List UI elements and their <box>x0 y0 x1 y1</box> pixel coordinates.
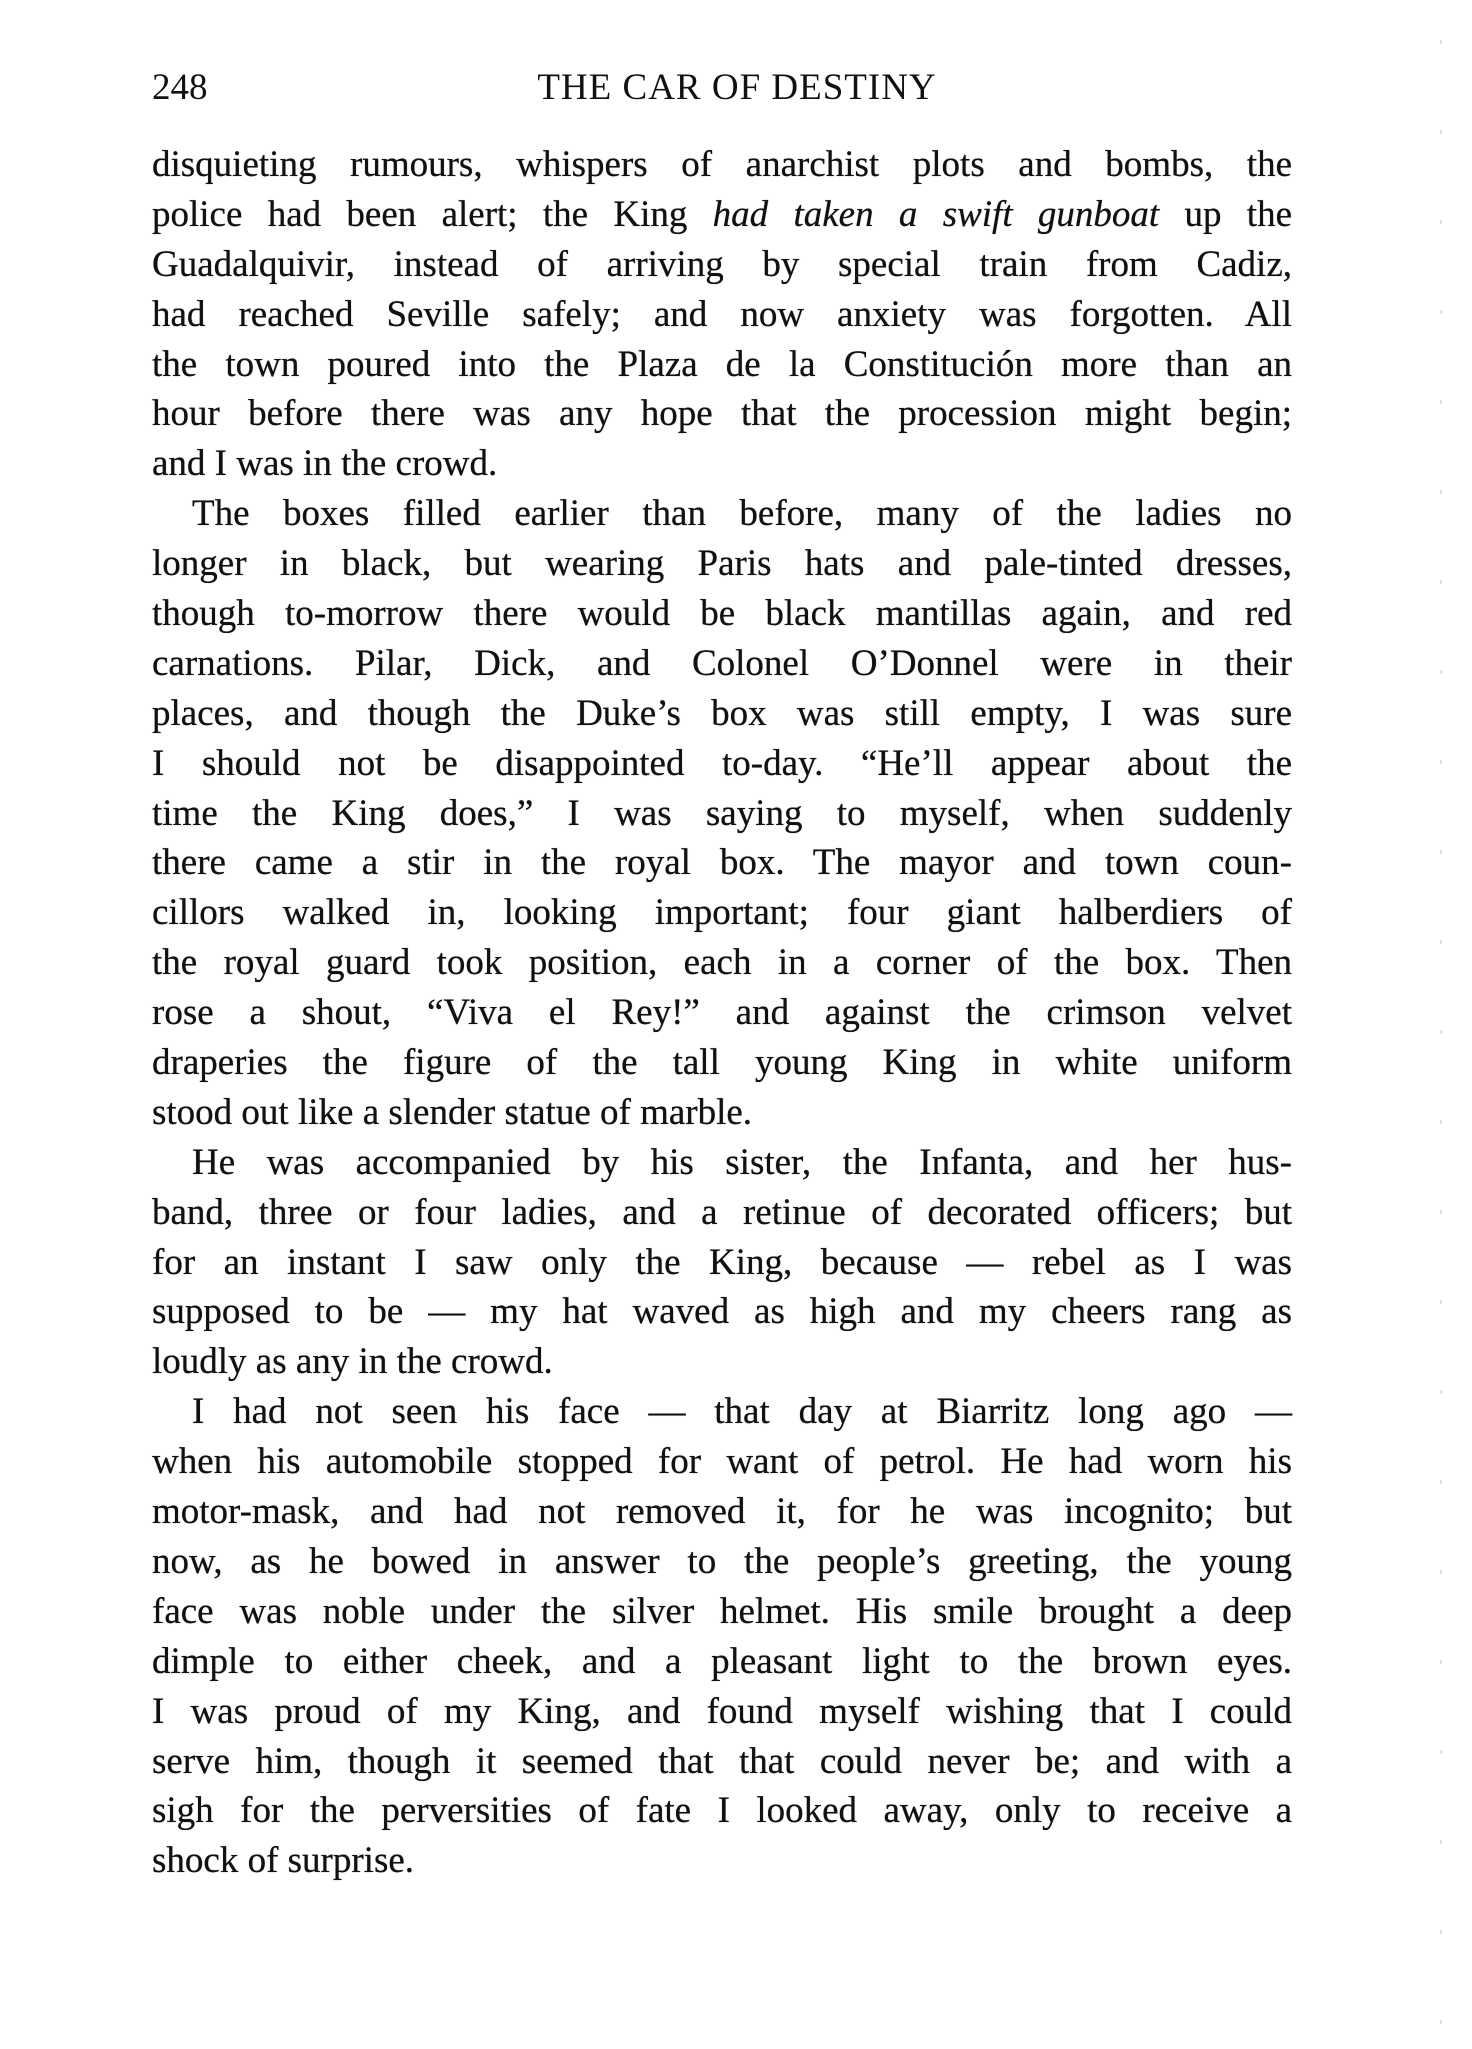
text-line <box>152 190 1292 240</box>
text-line: motor-mask, and had not removed it, for he was incognito; but <box>152 1491 1292 1533</box>
text-line: I had not seen his face — that day at Biarritz long ago — <box>192 1391 1292 1433</box>
text-line: dimple to either cheek, and a pleasant light to the brown eyes. <box>152 1640 1292 1682</box>
text-line: draperies the figure of the tall young King in white uniform <box>152 1042 1292 1084</box>
text-line: I should not be disappointed to-day. “He’ll appear about the <box>152 742 1292 784</box>
running-title: THE CAR OF DESTINY <box>537 67 937 108</box>
text-line: rose a shout, “Viva el Rey!” and against the crimson velvet <box>152 992 1292 1034</box>
text-line: the town poured into the Plaza de la Constitución more than an <box>152 343 1292 385</box>
text-segment: up the <box>1159 193 1292 235</box>
page-body-text <box>152 140 1292 1886</box>
text-line: there came a stir in the royal box. The mayor and town coun- <box>152 842 1292 884</box>
text-line: supposed to be — my hat waved as high and my cheers rang as <box>152 1291 1292 1333</box>
text-line: though to-morrow there would be black mantillas again, and red <box>152 593 1292 635</box>
text-line: serve him, though it seemed that that could never be; and with a <box>152 1740 1292 1782</box>
text-line: the royal guard took position, each in a corner of the box. Then <box>152 942 1292 984</box>
text-line: when his automobile stopped for want of petrol. He had worn his <box>152 1441 1292 1483</box>
text-line: had reached Seville safely; and now anxiety was forgotten. All <box>152 293 1292 335</box>
text-line: longer in black, but wearing Paris hats and pale-tinted dresses, <box>152 543 1292 585</box>
page-header <box>152 63 1292 113</box>
text-line: hour before there was any hope that the procession might begin; <box>152 393 1292 435</box>
text-line: carnations. Pilar, Dick, and Colonel O’Donnel were in their <box>152 642 1292 684</box>
page-number: 248 <box>152 67 208 108</box>
text-line: Guadalquivir, instead of arriving by special train from Cadiz, <box>152 243 1292 285</box>
text-line: sigh for the perversities of fate I looked away, only to receive a <box>152 1790 1292 1832</box>
text-line: shock of surprise. <box>152 1840 415 1882</box>
italic-text: had taken a swift gunboat <box>712 193 1160 235</box>
text-line: I was proud of my King, and found myself wishing that I could <box>152 1690 1292 1732</box>
text-line: loudly as any in the crowd. <box>152 1341 553 1383</box>
text-line: face was noble under the silver helmet. His smile brought a deep <box>152 1590 1292 1632</box>
text-line: disquieting rumours, whispers of anarchist plots and bombs, the <box>152 144 1292 185</box>
text-line: and I was in the crowd. <box>152 443 498 485</box>
text-line: He was accompanied by his sister, the Infanta, and her hus- <box>192 1141 1292 1183</box>
text-line: time the King does,” I was saying to myself, when suddenly <box>152 792 1292 834</box>
text-line: cillors walked in, looking important; four giant halberdiers of <box>152 892 1292 934</box>
text-line: The boxes filled earlier than before, many of the ladies no <box>192 493 1292 535</box>
text-line: now, as he bowed in answer to the people’s greeting, the young <box>152 1540 1292 1582</box>
text-line: band, three or four ladies, and a retinue of decorated officers; but <box>152 1191 1292 1233</box>
page-edge-scan-artifact <box>1440 0 1442 2049</box>
text-line: for an instant I saw only the King, because — rebel as I was <box>152 1241 1292 1283</box>
text-line: stood out like a slender statue of marble. <box>152 1091 753 1133</box>
text-line: places, and though the Duke’s box was still empty, I was sure <box>152 692 1292 734</box>
text-segment: police had been alert; the King <box>152 193 713 235</box>
